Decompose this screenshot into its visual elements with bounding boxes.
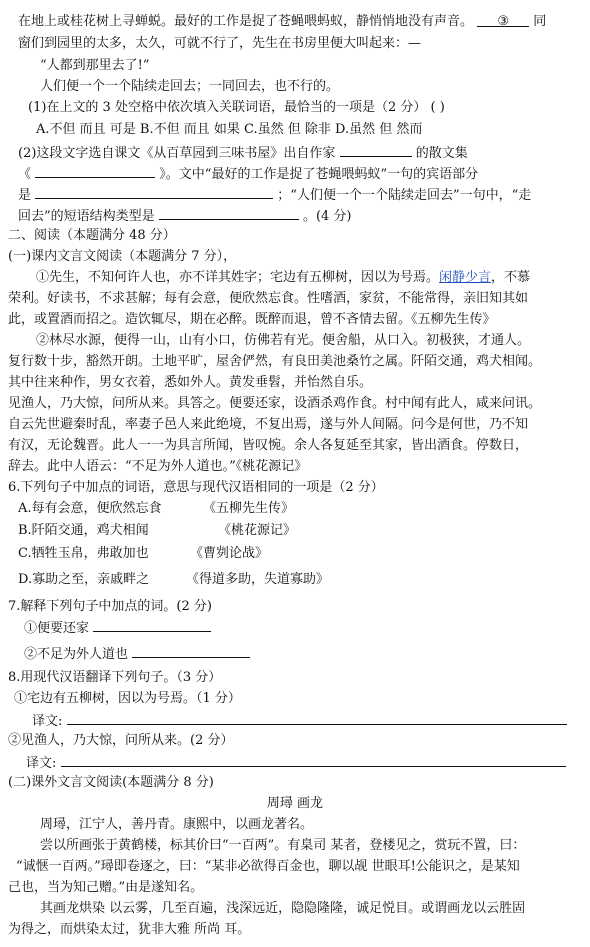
blank-number: ③ — [497, 14, 509, 29]
question-7: 7.解释下列句子中加点的词。(2 分) — [8, 599, 212, 614]
answer-blank[interactable] — [67, 710, 567, 725]
option-d[interactable] — [18, 570, 590, 590]
passage-line: 其中往来种作，男女衣着，悉如外人。黄发垂髫，并怡然自乐。 — [8, 375, 373, 390]
passage-line — [36, 268, 590, 288]
passage-line: 有汉，无论魏晋。此人一一为具言所闻，皆叹惋。余人各复延至其家，皆出酒食。停数日， — [8, 438, 529, 453]
answer-blank[interactable] — [61, 752, 566, 767]
passage-line: 复行数十步，豁然开朗。土地平旷，屋舍俨然，有良田美池桑竹之属。阡陌交通，鸡犬相闻。 — [8, 354, 542, 369]
passage-line: “诚惬一百两。”璕即卷逐之，曰：“某非必欲得百金也，聊以觇 世眼耳!公能识之，是某知 — [16, 859, 520, 874]
label: 译文: — [32, 714, 63, 729]
subsection-heading: (二)课外文言文阅读(本题满分 8 分) — [8, 775, 214, 790]
text: ①便要还家 — [24, 621, 90, 636]
section-heading: 二、阅读（本题满分 48 分） — [8, 228, 176, 243]
question-2-line — [18, 142, 590, 164]
text: 在地上或桂花树上寻蝉蜕。最好的工作是捉了苍蝇喂蚂蚁，静悄悄地没有声音。 — [18, 14, 474, 29]
translation-line — [26, 752, 590, 774]
label: 译文: — [26, 756, 57, 771]
question-8-item: ①宅边有五柳树，因以为号焉。（1 分） — [14, 691, 241, 706]
option-source: 《曹刿论战》 — [190, 546, 269, 561]
text: 是 — [18, 188, 32, 203]
passage-line: 见渔人，乃大惊，问所从来。具答之。便要还家，设酒杀鸡作食。村中闻有此人，咸来问讯。 — [8, 396, 542, 411]
passage-line: 此，或置酒而招之。造饮辄尽，期在必醉。既醉而退，曾不吝情去留。《五柳先生传》 — [8, 312, 496, 327]
question-1-options — [36, 120, 590, 140]
text: 《 — [18, 167, 32, 182]
options-text: A.不但 而且 可是 B.不但 而且 如果 C.虽然 但 除非 D.虽然 但 然而 — [36, 122, 423, 137]
question-2-line — [18, 163, 590, 185]
option-text: C.牺牲玉帛，弗敢加也 — [18, 546, 149, 561]
question-1 — [28, 98, 590, 118]
option-text: B.阡陌交通，鸡犬相闻 — [18, 523, 149, 538]
question-8: 8.用现代汉语翻译下列句子。（3 分） — [8, 670, 222, 685]
question-6: 6.下列句子中加点的词语，意思与现代汉语相同的一项是（2 分） — [8, 480, 384, 495]
subsection-heading: (一)课内文言文阅读（本题满分 7 分）， — [8, 249, 237, 264]
option-source: 《桃花源记》 — [218, 523, 297, 538]
passage-line: 其画龙烘染 以云雾，几至百遍，浅深远近，隐隐隆隆，诚足悦目。或谓画龙以云胜固 — [40, 901, 526, 916]
translation-line — [32, 710, 590, 732]
answer-blank[interactable] — [93, 617, 211, 632]
passage-line: 窗们到园里的太多，太久，可就不行了，先生在书房里便大叫起来：— — [18, 36, 422, 51]
option-b[interactable] — [18, 521, 590, 541]
text: (2)这段文字选自课文《从百草园到三味书屋》出自作家 — [18, 146, 336, 161]
passage-line: ②林尽水源，便得一山，山有小口，仿佛若有光。便舍船，从口入。初极狭，才通人。 — [36, 333, 531, 348]
answer-blank-phrase-type[interactable] — [159, 205, 299, 220]
passage-line: 周璕，江宁人，善丹青。康熙中，以画龙著名。 — [40, 817, 314, 832]
answer-blank-collection[interactable] — [35, 163, 155, 178]
answer-blank-author[interactable] — [340, 142, 412, 157]
answer-blank-object[interactable] — [35, 184, 273, 199]
text: 同 — [533, 14, 547, 29]
question-stem: (1)在上文的 3 处空格中依次填入关联词语，最恰当的一项是（2 分） ( ) — [28, 100, 445, 115]
question-2-line — [18, 205, 590, 227]
passage-line: “人都到那里去了!” — [40, 58, 150, 73]
text: ②不足为外人道也 — [24, 647, 129, 662]
option-c[interactable] — [18, 544, 590, 564]
question-2-line — [18, 184, 590, 206]
passage-line: 荣利。好读书，不求甚解；每有会意，便欣然忘食。性嗜酒，家贫，不能常得，亲旧知其如 — [8, 291, 529, 306]
text: ；“人们便一个一个陆续走回去”一句中，“走 — [277, 188, 532, 203]
question-7-item — [24, 643, 590, 665]
passage-line: 尝以所画张于黄鹤楼，标其价曰“一百两”。有臬司 某者，登楼见之，赏玩不置，曰： — [40, 838, 526, 853]
answer-blank[interactable] — [477, 12, 529, 27]
option-source: 《得道多助，失道寡助》 — [186, 572, 330, 587]
quote-link[interactable]: 闲静少言 — [439, 270, 492, 285]
option-a[interactable] — [18, 499, 590, 519]
question-7-item — [24, 617, 590, 639]
passage-line: 人们便一个一个陆续走回去；一同回去，也不行的。 — [40, 79, 340, 94]
passage-line: 辞去。此中人语云：“不足为外人道也。”《桃花源记》 — [8, 459, 308, 474]
text: ，不慕 — [491, 270, 531, 285]
text: ①先生，不知何许人也，亦不详其姓字；宅边有五柳树，因以为号焉。 — [36, 270, 440, 285]
answer-blank[interactable] — [132, 643, 250, 658]
option-text: D.寡助之至，亲戚畔之 — [18, 572, 150, 587]
passage-line: 为得之，而烘染太过，犹非大雅 所尚 耳。 — [8, 922, 251, 937]
text: 回去”的短语结构类型是 — [18, 209, 155, 224]
passage-title: 周璕 画龙 — [266, 796, 324, 811]
text: 》。文中“最好的工作是捉了苍蝇喂蚂蚁”一句的宾语部分 — [159, 167, 479, 182]
question-8-item: ②见渔人，乃大惊，问所从来。(2 分） — [8, 733, 234, 748]
option-source: 《五柳先生传》 — [203, 501, 295, 516]
option-text: A.每有会意，便欣然忘食 — [18, 501, 162, 516]
passage-line: 己也，当为知己赠。”由是遂知名。 — [8, 880, 204, 895]
text: 。(4 分) — [302, 209, 352, 224]
text: 的散文集 — [415, 146, 468, 161]
passage-line — [18, 12, 590, 32]
passage-line: 自云先世避秦时乱，率妻子邑人来此绝境，不复出焉，遂与外人间隔。问今是何世，乃不知 — [8, 417, 529, 432]
